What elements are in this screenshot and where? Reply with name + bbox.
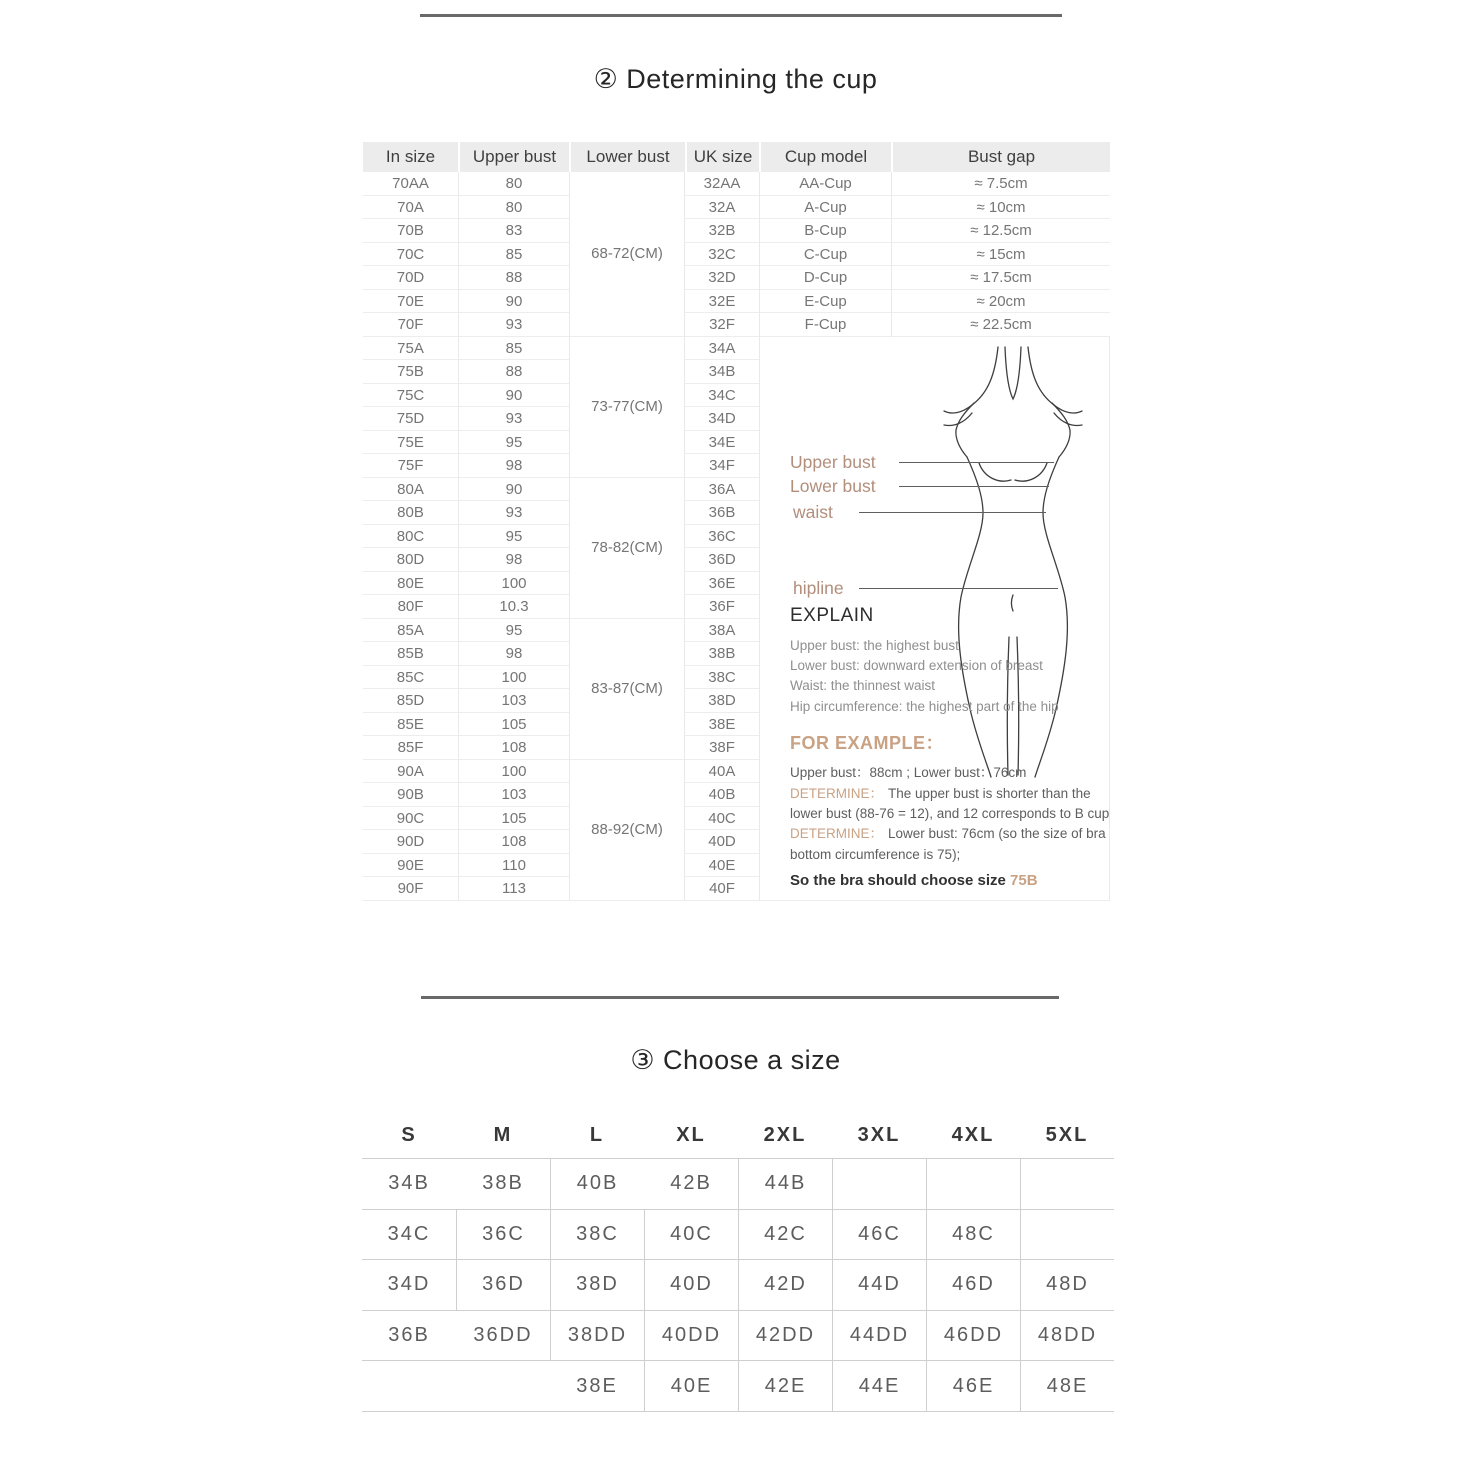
uk-size-cell: 32D <box>685 266 759 290</box>
in-size-cell: 90F <box>363 877 458 901</box>
upper-bust-cell: 103 <box>459 783 569 807</box>
uk-size-cell: 40A <box>685 760 759 784</box>
lower-bust-label: Lower bust <box>790 475 876 496</box>
uk-size-cell: 36B <box>685 501 759 525</box>
in-size-cell: 90D <box>363 830 458 854</box>
determine-text: The upper bust is shorter than the lower bust (88-76 = 12), and 12 corresponds to B cup <box>790 785 1110 821</box>
uk-size-cell: 36E <box>685 572 759 596</box>
in-size-cell: 85E <box>363 713 458 737</box>
letter-size-header: 5XL <box>1045 1123 1089 1146</box>
upper-bust-cell: 100 <box>459 666 569 690</box>
size-cell: 40E <box>644 1361 738 1412</box>
uk-size-cell: 38C <box>685 666 759 690</box>
size-cell: 36C <box>456 1210 550 1261</box>
size-cell <box>1020 1159 1114 1210</box>
uk-size-cell: 36D <box>685 548 759 572</box>
upper-bust-cell: 108 <box>459 830 569 854</box>
size-cell: 42DD <box>738 1311 832 1362</box>
size-cell: 36DD <box>456 1311 550 1362</box>
letter-size-header: M <box>493 1123 513 1146</box>
size-cell: 44DD <box>832 1311 926 1362</box>
uk-size-cell: 36F <box>685 595 759 619</box>
size-cell: 42C <box>738 1210 832 1261</box>
uk-size-cell: 40E <box>685 854 759 878</box>
letter-size-header: XL <box>676 1123 706 1146</box>
letter-size-header: 3XL <box>857 1123 901 1146</box>
size-cell: 42D <box>738 1260 832 1311</box>
size-cell: 34B <box>362 1159 456 1210</box>
explain-line: Hip circumference: the highest part of the hip <box>790 698 1059 714</box>
determine-text: Lower bust: 76cm (so the size of bra bottom circumference is 75); <box>790 826 1106 862</box>
size-cell: 34C <box>362 1210 456 1261</box>
waist-label: waist <box>793 501 833 522</box>
uk-size-cell: 38E <box>685 713 759 737</box>
size-cell: 46D <box>926 1260 1020 1311</box>
uk-size-cell: 34C <box>685 384 759 408</box>
uk-size-cell: 36C <box>685 525 759 549</box>
cup-model-column <box>759 172 891 337</box>
size-cell <box>362 1361 456 1412</box>
size-cell: 44D <box>832 1260 926 1311</box>
in-size-column <box>363 172 458 901</box>
size-cell: 40C <box>644 1210 738 1261</box>
uk-size-cell: 32C <box>685 243 759 267</box>
letter-size-body <box>362 1158 1114 1412</box>
letter-size-table <box>362 1112 1114 1412</box>
size-cell: 44B <box>738 1159 832 1210</box>
in-size-cell: 75C <box>363 384 458 408</box>
lower-bust-range-cell: 68-72(CM) <box>570 172 684 337</box>
cup-model-cell: E-Cup <box>760 290 891 314</box>
size-cell: 46C <box>832 1210 926 1261</box>
explain-line: Lower bust: downward extension of breast <box>790 657 1043 673</box>
size-cell: 46E <box>926 1361 1020 1412</box>
size-cell: 46DD <box>926 1311 1020 1362</box>
cup-table-header-row <box>363 142 1110 172</box>
in-size-cell: 75F <box>363 454 458 478</box>
upper-bust-cell: 85 <box>459 337 569 361</box>
in-size-cell: 75D <box>363 407 458 431</box>
in-size-cell: 75B <box>363 360 458 384</box>
uk-size-cell: 32F <box>685 313 759 337</box>
in-size-cell: 70E <box>363 290 458 314</box>
bust-gap-cell: ≈ 7.5cm <box>892 172 1110 196</box>
bust-gap-cell: ≈ 12.5cm <box>892 219 1110 243</box>
upper-bust-cell: 83 <box>459 219 569 243</box>
in-size-cell: 80B <box>363 501 458 525</box>
column-header-uk-size: UK size <box>685 142 759 172</box>
in-size-cell: 80E <box>363 572 458 596</box>
in-size-cell: 85B <box>363 642 458 666</box>
column-header-upper-bust: Upper bust <box>458 142 569 172</box>
in-size-cell: 70A <box>363 196 458 220</box>
bust-gap-cell: ≈ 22.5cm <box>892 313 1110 337</box>
lower-bust-column <box>569 172 685 901</box>
uk-size-cell: 38A <box>685 619 759 643</box>
size-cell: 48C <box>926 1210 1020 1261</box>
upper-bust-cell: 98 <box>459 454 569 478</box>
explain-line: Upper bust: the highest bust <box>790 637 959 653</box>
measurement-diagram-region <box>759 337 1110 902</box>
in-size-cell: 90E <box>363 854 458 878</box>
in-size-cell: 85C <box>363 666 458 690</box>
upper-bust-cell: 85 <box>459 243 569 267</box>
size-cell: 38DD <box>550 1311 644 1362</box>
size-cell: 38E <box>550 1361 644 1412</box>
determine-step-2 <box>790 824 1116 865</box>
bust-gap-cell: ≈ 20cm <box>892 290 1110 314</box>
uk-size-cell: 34F <box>685 454 759 478</box>
conclusion-line: So the bra should choose size 75B <box>790 872 1038 890</box>
size-cell: 36B <box>362 1311 456 1362</box>
uk-size-cell: 32E <box>685 290 759 314</box>
in-size-cell: 75A <box>363 337 458 361</box>
size-cell <box>832 1159 926 1210</box>
upper-bust-cell: 93 <box>459 313 569 337</box>
cup-model-cell: F-Cup <box>760 313 891 337</box>
size-cell: 42B <box>644 1159 738 1210</box>
uk-size-cell: 38D <box>685 689 759 713</box>
size-cell: 48DD <box>1020 1311 1114 1362</box>
upper-bust-cell: 93 <box>459 407 569 431</box>
upper-bust-cell: 100 <box>459 760 569 784</box>
example-measurements: Upper bust：88cm ; Lower bust：76cm <box>790 765 1027 781</box>
bust-gap-column <box>891 172 1110 337</box>
in-size-cell: 90C <box>363 807 458 831</box>
cup-size-table <box>363 142 1110 901</box>
uk-size-cell: 34E <box>685 431 759 455</box>
section-title-determining-cup: ② Determining the cup <box>593 64 878 94</box>
upper-bust-cell: 95 <box>459 431 569 455</box>
in-size-cell: 70D <box>363 266 458 290</box>
uk-size-cell: 34D <box>685 407 759 431</box>
uk-size-cell: 32AA <box>685 172 759 196</box>
section-title-choose-size: ③ Choose a size <box>630 1045 841 1075</box>
explain-heading: EXPLAIN <box>790 604 874 626</box>
in-size-cell: 90A <box>363 760 458 784</box>
in-size-cell: 70AA <box>363 172 458 196</box>
upper-bust-cell: 90 <box>459 478 569 502</box>
size-cell: 48E <box>1020 1361 1114 1412</box>
in-size-cell: 70F <box>363 313 458 337</box>
hipline-label: hipline <box>793 577 844 598</box>
upper-bust-cell: 90 <box>459 384 569 408</box>
size-cell: 42E <box>738 1361 832 1412</box>
top-divider-line <box>420 14 1062 17</box>
uk-size-cell: 34A <box>685 337 759 361</box>
in-size-cell: 80C <box>363 525 458 549</box>
size-cell: 36D <box>456 1260 550 1311</box>
letter-size-header-row <box>362 1112 1114 1158</box>
cup-model-cell: B-Cup <box>760 219 891 243</box>
cup-model-cell: AA-Cup <box>760 172 891 196</box>
upper-bust-cell: 103 <box>459 689 569 713</box>
upper-bust-cell: 113 <box>459 877 569 901</box>
uk-size-cell: 38F <box>685 736 759 760</box>
uk-size-cell: 40C <box>685 807 759 831</box>
size-cell: 38D <box>550 1260 644 1311</box>
upper-bust-cell: 93 <box>459 501 569 525</box>
size-cell: 38C <box>550 1210 644 1261</box>
determine-label: DETERMINE： <box>790 826 884 842</box>
upper-bust-cell: 80 <box>459 196 569 220</box>
determine-step-1 <box>790 784 1116 825</box>
column-header-cup-model: Cup model <box>759 142 891 172</box>
uk-size-cell: 32A <box>685 196 759 220</box>
uk-size-cell: 40D <box>685 830 759 854</box>
bust-gap-cell: ≈ 10cm <box>892 196 1110 220</box>
in-size-cell: 80F <box>363 595 458 619</box>
bust-gap-cell: ≈ 17.5cm <box>892 266 1110 290</box>
lower-bust-range-cell: 88-92(CM) <box>570 760 684 901</box>
in-size-cell: 70B <box>363 219 458 243</box>
uk-size-cell: 36A <box>685 478 759 502</box>
upper-bust-cell: 95 <box>459 619 569 643</box>
upper-bust-cell: 100 <box>459 572 569 596</box>
lower-bust-range-cell: 83-87(CM) <box>570 619 684 760</box>
for-example-heading: FOR EXAMPLE： <box>790 733 945 754</box>
cup-table-body <box>363 172 1110 901</box>
column-header-in-size: In size <box>385 147 436 166</box>
size-cell: 40DD <box>644 1311 738 1362</box>
upper-bust-label: Upper bust <box>790 451 876 472</box>
lower-bust-range-cell: 78-82(CM) <box>570 478 684 619</box>
explain-line: Waist: the thinnest waist <box>790 678 936 694</box>
column-header-lower-bust: Lower bust <box>569 142 685 172</box>
size-cell <box>926 1159 1020 1210</box>
in-size-cell: 85A <box>363 619 458 643</box>
upper-bust-cell: 98 <box>459 548 569 572</box>
column-header-bust-gap: Bust gap <box>891 142 1110 172</box>
uk-size-cell: 40F <box>685 877 759 901</box>
letter-size-header: 4XL <box>951 1123 995 1146</box>
upper-bust-column <box>458 172 569 901</box>
uk-size-cell: 40B <box>685 783 759 807</box>
size-cell: 44E <box>832 1361 926 1412</box>
cup-model-cell: D-Cup <box>760 266 891 290</box>
upper-bust-cell: 10.3 <box>459 595 569 619</box>
determine-label: DETERMINE： <box>790 785 884 801</box>
lower-bust-range-cell: 73-77(CM) <box>570 337 684 478</box>
upper-bust-cell: 90 <box>459 290 569 314</box>
upper-bust-cell: 98 <box>459 642 569 666</box>
uk-size-cell: 38B <box>685 642 759 666</box>
uk-size-cell: 32B <box>685 219 759 243</box>
in-size-cell: 90B <box>363 783 458 807</box>
letter-size-header: L <box>589 1123 605 1146</box>
bust-gap-cell: ≈ 15cm <box>892 243 1110 267</box>
upper-bust-cell: 88 <box>459 360 569 384</box>
in-size-cell: 85D <box>363 689 458 713</box>
size-cell: 40B <box>550 1159 644 1210</box>
in-size-cell: 85F <box>363 736 458 760</box>
letter-size-header: 2XL <box>763 1123 807 1146</box>
uk-size-cell: 34B <box>685 360 759 384</box>
upper-bust-cell: 105 <box>459 713 569 737</box>
section-divider-line <box>421 996 1059 999</box>
explanation-block <box>790 605 1116 892</box>
letter-size-header: S <box>401 1123 417 1146</box>
in-size-cell: 80D <box>363 548 458 572</box>
upper-bust-cell: 95 <box>459 525 569 549</box>
size-cell: 48D <box>1020 1260 1114 1311</box>
in-size-cell: 80A <box>363 478 458 502</box>
in-size-cell: 70C <box>363 243 458 267</box>
upper-bust-cell: 110 <box>459 854 569 878</box>
in-size-cell: 75E <box>363 431 458 455</box>
recommended-size: 75B <box>1010 872 1038 890</box>
size-cell: 34D <box>362 1260 456 1311</box>
upper-bust-cell: 105 <box>459 807 569 831</box>
upper-bust-cell: 88 <box>459 266 569 290</box>
cup-model-cell: C-Cup <box>760 243 891 267</box>
size-cell: 40D <box>644 1260 738 1311</box>
upper-bust-cell: 108 <box>459 736 569 760</box>
explain-lines <box>790 636 1116 718</box>
upper-bust-cell: 80 <box>459 172 569 196</box>
size-cell <box>456 1361 550 1412</box>
size-cell: 38B <box>456 1159 550 1210</box>
cup-model-cell: A-Cup <box>760 196 891 220</box>
size-cell <box>1020 1210 1114 1261</box>
uk-size-column <box>685 172 759 901</box>
